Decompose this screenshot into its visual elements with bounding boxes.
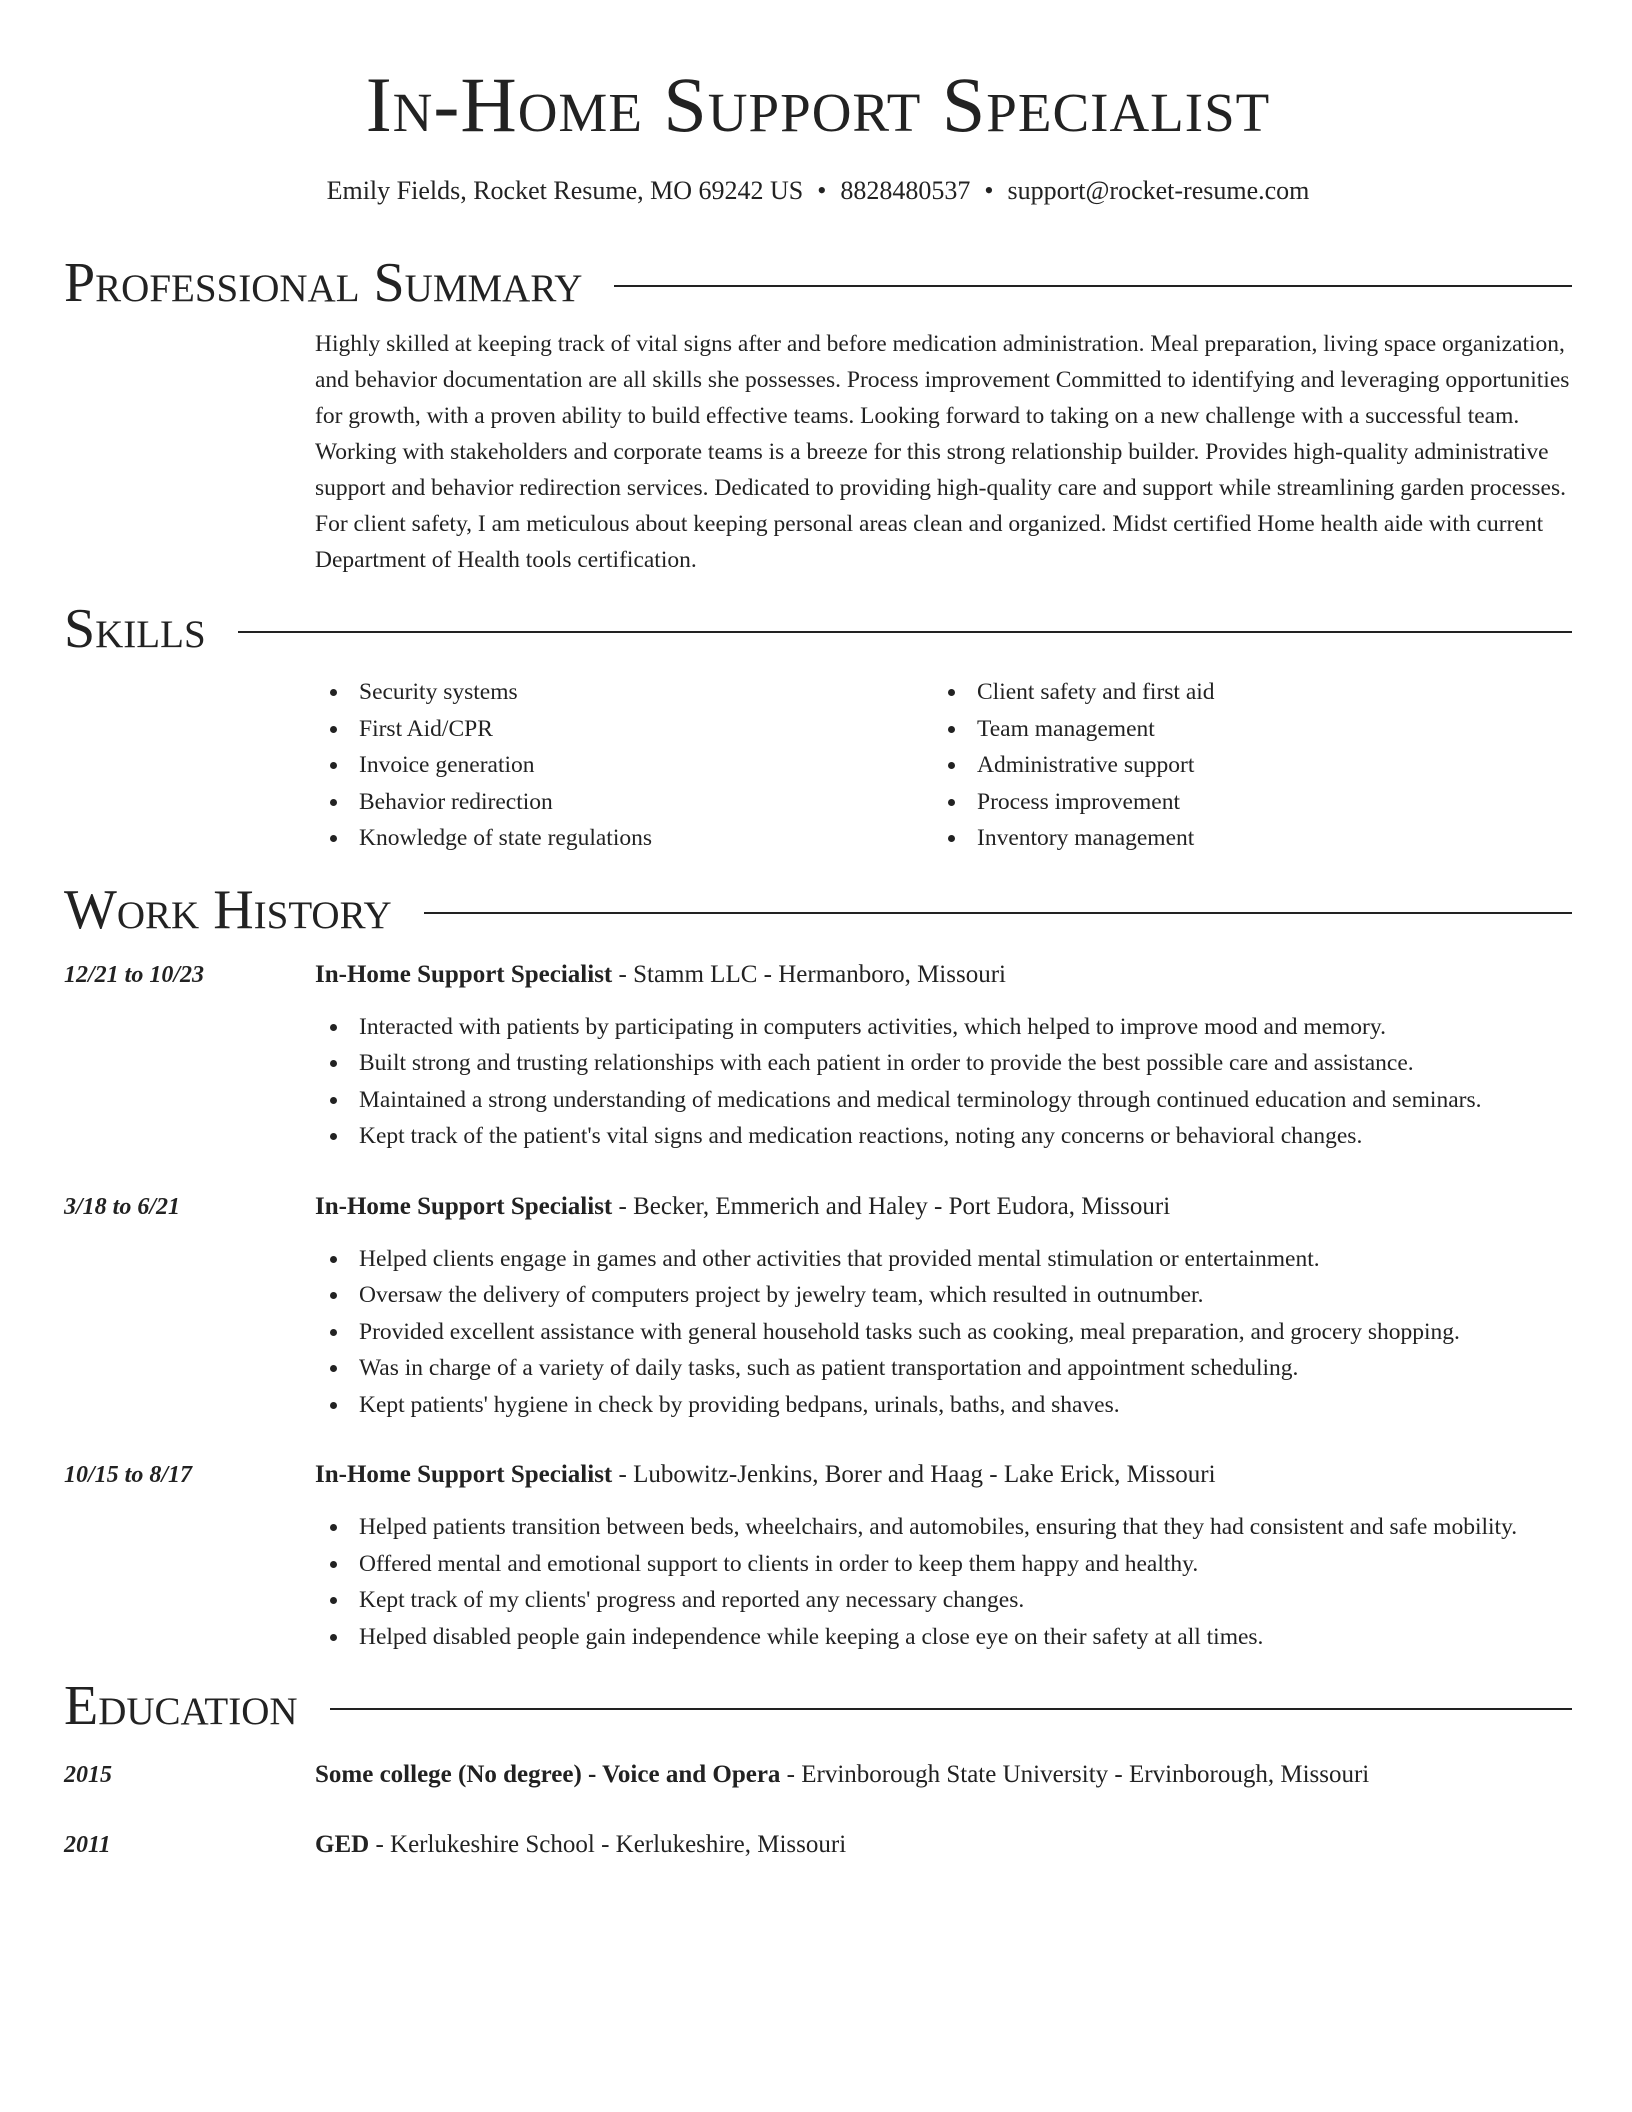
job-bullet: Helped disabled people gain independence while keeping a close eye on their safety at all times. — [315, 1619, 1572, 1656]
job-bullet: Helped clients engage in games and other activities that provided mental stimulation or entertainment. — [315, 1241, 1572, 1278]
work-heading: Work History — [64, 878, 392, 941]
job-bullet: Provided excellent assistance with general household tasks such as cooking, meal preparation, and grocery shopping. — [315, 1314, 1572, 1351]
skill-item: Inventory management — [933, 820, 1551, 857]
education-details: - Ervinborough State University - Ervinborough, Missouri — [780, 1761, 1370, 1788]
summary-section-header — [64, 252, 1572, 314]
job-headline — [315, 957, 1572, 993]
job-bullets — [315, 1009, 1572, 1155]
job-bullet: Offered mental and emotional support to clients in order to keep them happy and healthy. — [315, 1546, 1572, 1583]
job-bullet: Helped patients transition between beds, wheelchairs, and automobiles, ensuring that they had consistent and safe mobility. — [315, 1509, 1572, 1546]
education-headline — [315, 1757, 1572, 1793]
skills-column-left — [315, 674, 933, 857]
education-year: 2015 — [64, 1762, 112, 1788]
skill-item: Behavior redirection — [315, 784, 933, 821]
contact-separator: • — [984, 176, 994, 205]
job-bullet: Interacted with patients by participating in computers activities, which helped to improve mood and memory. — [315, 1009, 1572, 1046]
job-bullet: Maintained a strong understanding of medications and medical terminology through continued education and seminars. — [315, 1082, 1572, 1119]
work-section-header — [64, 879, 1572, 941]
job-headline — [315, 1457, 1572, 1493]
skill-item: Invoice generation — [315, 747, 933, 784]
job-bullet: Kept patients' hygiene in check by providing bedpans, urinals, baths, and shaves. — [315, 1387, 1572, 1424]
education-headline — [315, 1827, 1572, 1863]
contact-line — [64, 174, 1572, 208]
contact-phone: 8828480537 — [840, 176, 971, 205]
job-title: In-Home Support Specialist — [315, 960, 613, 988]
contact-address: Emily Fields, Rocket Resume, MO 69242 US — [326, 176, 804, 205]
skills-list — [315, 674, 1572, 857]
job-entry — [64, 957, 1572, 1155]
job-bullet: Was in charge of a variety of daily tasks, such as patient transportation and appointment scheduling. — [315, 1350, 1572, 1387]
job-details: - Lubowitz-Jenkins, Borer and Haag - Lake Erick, Missouri — [612, 1461, 1216, 1488]
education-entry — [64, 1827, 1572, 1863]
summary-text: Highly skilled at keeping track of vital signs after and before medication administration. Meal preparation, living space organization, and behavior documentation are all skills she possesses. Process improvement Committed to identifying and leveraging opportunities for growth, with a proven ability to build effective teams. Looking forward to taking on a new challenge with a successful team. Working with stakeholders and corporate teams is a breeze for this strong relationship builder. Provides high-quality administrative support and behavior redirection services. Dedicated to providing high-quality care and support while streamlining garden processes. For client safety, I am meticulous about keeping personal areas clean and organized. Midst certified Home health aide with current Department of Health tools certification. — [315, 331, 1570, 573]
job-details: - Stamm LLC - Hermanboro, Missouri — [612, 960, 1006, 988]
education-degree: Some college (No degree) - Voice and Opera — [315, 1761, 781, 1788]
summary-heading: Professional Summary — [64, 252, 583, 314]
job-dates: 12/21 to 10/23 — [64, 961, 205, 988]
section-divider — [614, 285, 1572, 287]
education-year: 2011 — [64, 1832, 111, 1858]
job-entry — [64, 1189, 1572, 1424]
education-entry — [64, 1757, 1572, 1793]
section-divider — [238, 631, 1572, 633]
section-divider — [424, 912, 1572, 914]
job-dates: 10/15 to 8/17 — [64, 1462, 193, 1488]
job-entry — [64, 1457, 1572, 1655]
skills-heading: Skills — [64, 598, 206, 660]
education-degree: GED — [315, 1831, 370, 1858]
job-dates: 3/18 to 6/21 — [64, 1193, 181, 1220]
job-headline — [315, 1189, 1572, 1225]
skills-column-right — [933, 674, 1551, 857]
education-heading: Education — [64, 1675, 298, 1737]
job-bullets — [315, 1241, 1572, 1424]
job-bullet: Oversaw the delivery of computers project by jewelry team, which resulted in outnumber. — [315, 1277, 1572, 1314]
contact-separator: • — [817, 176, 827, 205]
resume-title: In-Home Support Specialist — [365, 61, 1271, 148]
resume-page — [64, 0, 1572, 1863]
job-bullet: Built strong and trusting relationships with each patient in order to provide the best possible care and assistance. — [315, 1045, 1572, 1082]
section-divider — [330, 1708, 1572, 1710]
education-section-header — [64, 1675, 1572, 1737]
job-bullet: Kept track of the patient's vital signs and medication reactions, noting any concerns or behavioral changes. — [315, 1118, 1572, 1155]
skill-item: Knowledge of state regulations — [315, 820, 933, 857]
job-details: - Becker, Emmerich and Haley - Port Eudora, Missouri — [612, 1192, 1171, 1220]
skill-item: Administrative support — [933, 747, 1551, 784]
skill-item: Process improvement — [933, 784, 1551, 821]
job-bullets — [315, 1509, 1572, 1655]
skill-item: Security systems — [315, 674, 933, 711]
skill-item: Team management — [933, 711, 1551, 748]
skill-item: Client safety and first aid — [933, 674, 1551, 711]
education-details: - Kerlukeshire School - Kerlukeshire, Missouri — [369, 1831, 847, 1858]
skill-item: First Aid/CPR — [315, 711, 933, 748]
job-bullet: Kept track of my clients' progress and reported any necessary changes. — [315, 1582, 1572, 1619]
job-title: In-Home Support Specialist — [315, 1192, 613, 1220]
skills-section-header — [64, 598, 1572, 660]
contact-email: support@rocket-resume.com — [1007, 176, 1310, 205]
job-title: In-Home Support Specialist — [315, 1461, 613, 1488]
